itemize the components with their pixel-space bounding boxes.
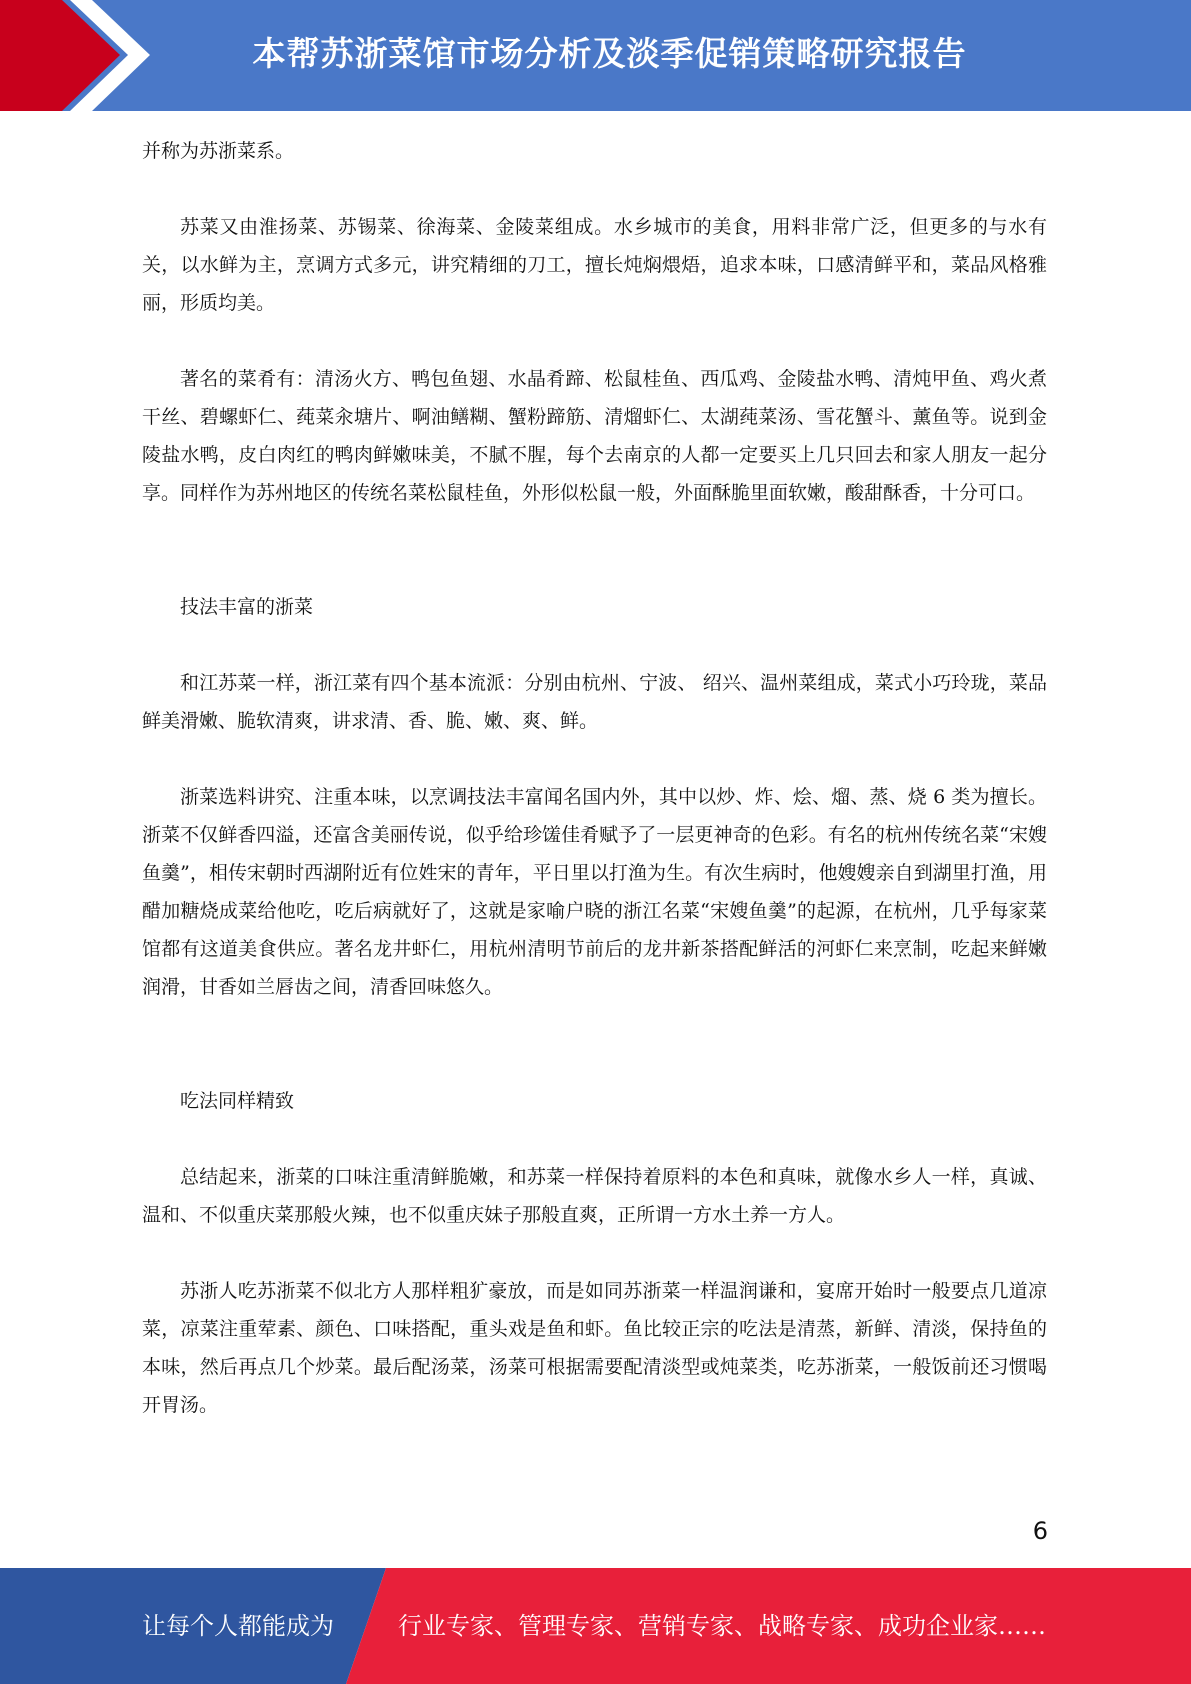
section-heading: 吃法同样精致	[180, 1090, 295, 1112]
document-title: 本帮苏浙菜馆市场分析及淡季促销策略研究报告	[252, 34, 967, 73]
page-number: 6	[1032, 1517, 1048, 1545]
paragraph: 苏菜又由淮扬菜、苏锡菜、徐海菜、金陵菜组成。水乡城市的美食，用料非常广泛，但更多的与水有关，以水鲜为主，烹调方式多元，讲究精细的刀工，擅长炖焖煨焐，追求本味，口感清鲜平和，菜品风格雅丽，形质均美。	[142, 216, 1047, 314]
paragraph: 并称为苏浙菜系。	[142, 140, 295, 162]
paragraph: 苏浙人吃苏浙菜不似北方人那样粗犷豪放，而是如同苏浙菜一样温润谦和，宴席开始时一般要点几道凉菜，凉菜注重荤素、颜色、口味搭配，重头戏是鱼和虾。鱼比较正宗的吃法是清蒸，新鲜、清淡，保持鱼的本味，然后再点几个炒菜。最后配汤菜，汤菜可根据需要配清淡型或炖菜类，吃苏浙菜，一般饭前还习惯喝开胃汤。	[142, 1280, 1047, 1416]
paragraph: 著名的菜肴有：清汤火方、鸭包鱼翅、水晶肴蹄、松鼠桂鱼、西瓜鸡、金陵盐水鸭、清炖甲鱼、鸡火煮干丝、碧螺虾仁、莼菜汆塘片、啊油鳝糊、蟹粉蹄筋、清熘虾仁、太湖莼菜汤、雪花蟹斗、薰鱼等。说到金陵盐水鸭，皮白肉红的鸭肉鲜嫩味美，不腻不腥，每个去南京的人都一定要买上几只回去和家人朋友一起分享。同样作为苏州地区的传统名菜松鼠桂鱼，外形似松鼠一般，外面酥脆里面软嫩，酸甜酥香，十分可口。	[142, 368, 1047, 504]
header-band	[0, 0, 1191, 111]
paragraph: 和江苏菜一样，浙江菜有四个基本流派：分别由杭州、宁波、 绍兴、温州菜组成，菜式小巧玲珑，菜品鲜美滑嫩、脆软清爽，讲求清、香、脆、嫩、爽、鲜。	[142, 672, 1047, 732]
paragraph: 浙菜选料讲究、注重本味，以烹调技法丰富闻名国内外，其中以炒、炸、烩、熘、蒸、烧 6 类为擅长。浙菜不仅鲜香四溢，还富含美丽传说，似乎给珍馐佳肴赋予了一层更神奇的色彩。有名的杭州传统名菜“宋嫂鱼羹”，相传宋朝时西湖附近有位姓宋的青年，平日里以打渔为生。有次生病时，他嫂嫂亲自到湖里打渔，用醋加糖烧成菜给他吃，吃后病就好了，这就是家喻户晓的浙江名菜“宋嫂鱼羹”的起源，在杭州，几乎每家菜馆都有这道美食供应。著名龙井虾仁，用杭州清明节前后的龙井新茶搭配鲜活的河虾仁来烹制，吃起来鲜嫩润滑，甘香如兰唇齿之间，清香回味悠久。	[142, 786, 1047, 998]
section-heading: 技法丰富的浙菜	[180, 596, 314, 618]
document-body	[142, 132, 1047, 1424]
paragraph: 总结起来，浙菜的口味注重清鲜脆嫩，和苏菜一样保持着原料的本色和真味，就像水乡人一样，真诚、温和、不似重庆菜那般火辣，也不似重庆妹子那般直爽，正所谓一方水土养一方人。	[142, 1166, 1047, 1226]
footer-band	[0, 1568, 1191, 1684]
footer-slogan-right: 行业专家、管理专家、营销专家、战略专家、成功企业家……	[398, 1612, 1046, 1640]
footer-slogan-left: 让每个人都能成为	[142, 1612, 334, 1640]
